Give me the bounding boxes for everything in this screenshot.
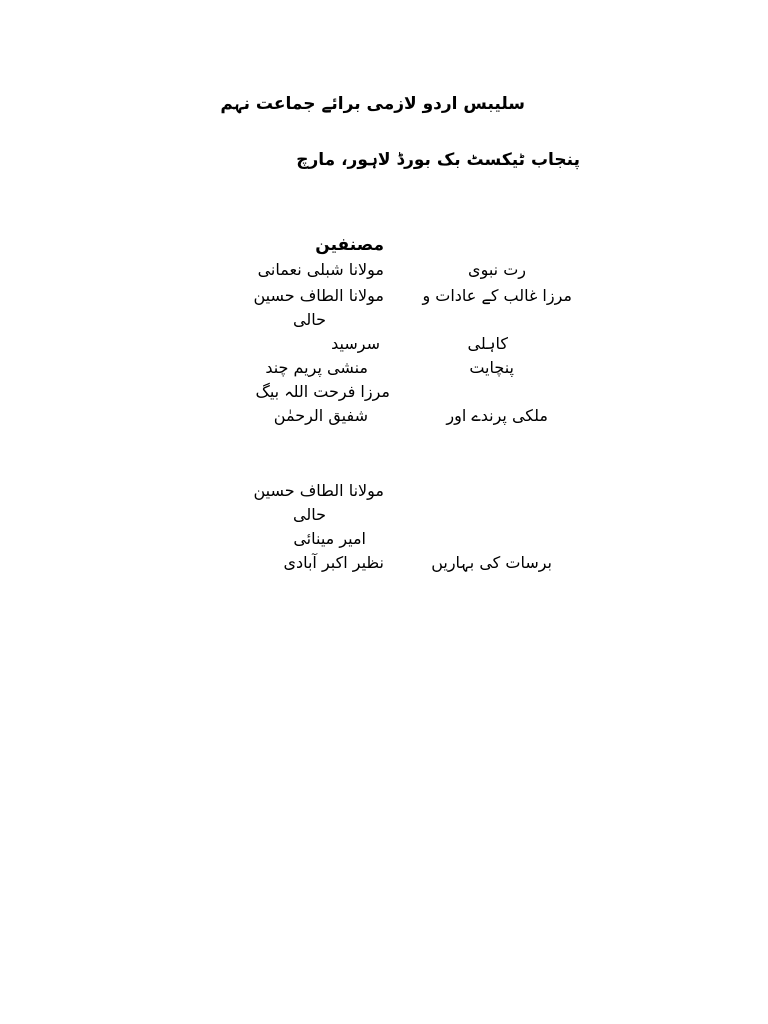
lesson-title: پنچایت bbox=[469, 358, 514, 377]
author-name-continuation: حالی bbox=[293, 310, 326, 329]
document-title: سلیبس اردو لازمی برائے جماعت نہم bbox=[220, 94, 525, 114]
lesson-title: کاہلی bbox=[467, 334, 508, 353]
lesson-title: رت نبوی bbox=[468, 260, 526, 279]
author-name: منشی پریم چند bbox=[265, 358, 368, 377]
author-name: شفیق الرحمٰن bbox=[273, 406, 368, 425]
lesson-title: مرزا غالب کے عادات و bbox=[422, 286, 572, 305]
author-name-continuation: حالی bbox=[293, 505, 326, 524]
author-name: مرزا فرحت اللہ بیگ bbox=[255, 382, 390, 401]
lesson-title: برسات کی بہاریں bbox=[431, 553, 552, 572]
author-name: مولانا الطاف حسین bbox=[253, 286, 384, 305]
lesson-title: ملکی پرندے اور bbox=[446, 406, 548, 425]
author-name: امیر مینائی bbox=[293, 529, 366, 548]
author-name: مولانا شبلی نعمانی bbox=[257, 260, 384, 279]
authors-heading: مصنفین bbox=[315, 235, 384, 255]
author-name: سرسید bbox=[331, 334, 380, 353]
author-name: نظیر اکبر آبادی bbox=[283, 553, 384, 572]
author-name: مولانا الطاف حسین bbox=[253, 481, 384, 500]
document-subtitle: پنجاب ٹیکسٹ بک بورڈ لاہور، مارچ bbox=[296, 150, 580, 170]
